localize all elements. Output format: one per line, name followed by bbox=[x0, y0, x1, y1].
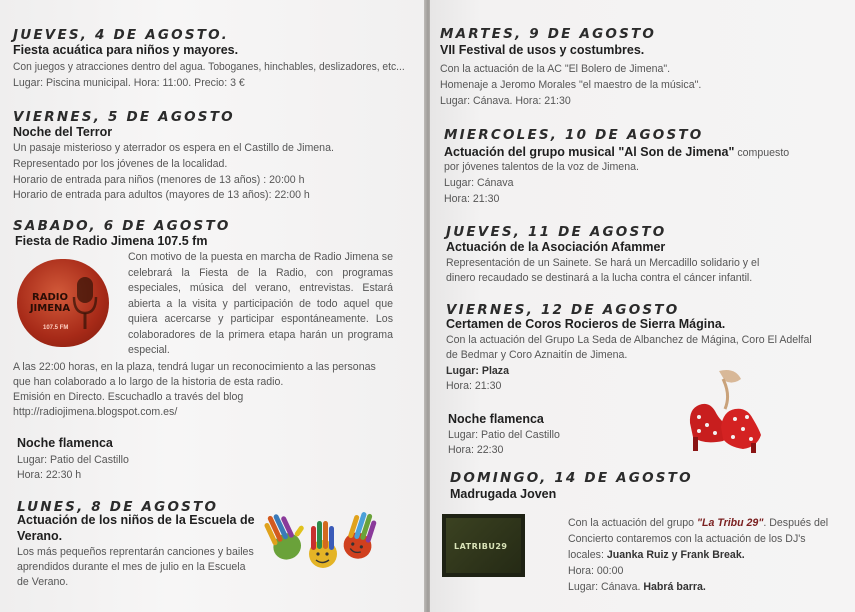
event-text: Concierto contaremos con la actuación de los DJ's bbox=[568, 533, 806, 545]
blog-link[interactable]: http://radiojimena.blogspot.com.es/ bbox=[13, 406, 178, 418]
event-text: A las 22:00 horas, en la plaza, tendrá lugar un reconocimiento a las personas bbox=[13, 361, 376, 373]
flamenco-shoes-icon bbox=[685, 365, 765, 455]
event-text: Con la actuación del grupo bbox=[568, 517, 697, 529]
event-title: Actuación del grupo musical "Al Son de Jimena" bbox=[444, 145, 735, 159]
painted-hands-icon bbox=[258, 500, 383, 575]
event-text: Horario de entrada para niños (menores de 13 años) : 20:00 h bbox=[13, 174, 305, 186]
event-text: dinero recaudado se destinará a la lucha contra el cáncer infantil. bbox=[446, 272, 753, 284]
right-page bbox=[430, 0, 855, 612]
event-text: de Verano. bbox=[17, 576, 69, 588]
event-text: Un pasaje misterioso y aterrador os espera en el Castillo de Jimena. bbox=[13, 142, 334, 154]
event-text: compuesto bbox=[734, 147, 790, 159]
event-text: Lugar: Cánava bbox=[444, 177, 514, 189]
event-text: Hora: 21:30 bbox=[446, 380, 502, 392]
event-text-line bbox=[568, 580, 706, 596]
day-heading: JUEVES, 4 DE AGOSTO. bbox=[13, 27, 229, 43]
event-title: Certamen de Coros Rocieros de Sierra Mágina. bbox=[446, 317, 726, 331]
event-title: Noche flamenca bbox=[17, 436, 113, 450]
event-text: Lugar: Cánava. bbox=[568, 581, 644, 593]
event-text: . Después del bbox=[763, 517, 829, 529]
event-text: Con juegos y atracciones dentro del agua. Toboganes, hinchables, deslizadores, etc... bbox=[13, 61, 405, 73]
radio-logo-frequency: 107.5 FM bbox=[43, 325, 69, 331]
logo-text: LATRIBU29 bbox=[454, 542, 508, 551]
radio-logo-text: RADIO JIMENA bbox=[29, 292, 71, 314]
event-text: Con la actuación de la AC "El Bolero de Jimena". bbox=[440, 63, 671, 75]
event-text: por jóvenes talentos de la voz de Jimena. bbox=[444, 161, 639, 173]
band-name: "La Tribu 29" bbox=[696, 517, 764, 529]
day-heading: MARTES, 9 DE AGOSTO bbox=[440, 26, 657, 42]
event-text: Hora: 21:30 bbox=[444, 193, 500, 205]
microphone-icon bbox=[71, 275, 101, 335]
event-title: Noche flamenca bbox=[448, 412, 544, 426]
day-heading: SABADO, 6 DE AGOSTO bbox=[13, 218, 231, 234]
event-title: Noche del Terror bbox=[13, 125, 113, 139]
event-title: VII Festival de usos y costumbres. bbox=[440, 43, 645, 57]
event-text: Horario de entrada para adultos (mayores de 13 años): 22:00 h bbox=[13, 189, 310, 201]
event-text: Representación de un Sainete. Se hará un Mercadillo solidario y el bbox=[446, 257, 760, 269]
event-text: Lugar: Patio del Castillo bbox=[448, 429, 560, 441]
event-title-line bbox=[444, 143, 789, 162]
event-text: aprendidos durante el mes de julio en la Escuela bbox=[17, 561, 246, 573]
day-heading: MIERCOLES, 10 DE AGOSTO bbox=[444, 127, 704, 143]
left-page bbox=[0, 0, 426, 612]
event-paragraph: Con motivo de la puesta en marcha de Radio Jimena se celebrará la Fiesta de la Radio, con programas especiales, música del verano, entrevistas. Estará abierta a la visita y participación de todo aquel que quiera acercarse y participar espontáneamente. Los colaboradores de la primera etapa harán un programa especial. bbox=[128, 251, 393, 356]
event-text: que han colaborado a lo largo de la historia de esta radio. bbox=[13, 376, 284, 388]
event-text: Emisión en Directo. Escuchadlo a través del blog bbox=[13, 391, 244, 403]
event-text: Hora: 22:30 bbox=[448, 444, 504, 456]
event-title: Actuación de los niños de la Escuela de bbox=[17, 513, 255, 527]
event-title: Fiesta de Radio Jimena 107.5 fm bbox=[15, 234, 208, 248]
event-text-line bbox=[568, 548, 745, 564]
event-title: Actuación de la Asociación Afammer bbox=[446, 240, 666, 254]
event-text: Homenaje a Jeromo Morales "el maestro de la música". bbox=[440, 79, 702, 91]
event-text: Los más pequeños reprentarán canciones y bailes bbox=[17, 546, 254, 558]
event-venue: Lugar: Plaza bbox=[446, 365, 509, 377]
event-text: Lugar: Piscina municipal. Hora: 11:00. Precio: 3 € bbox=[13, 77, 245, 89]
event-text: Con la actuación del Grupo La Seda de Albanchez de Mágina, Coro El Adelfal bbox=[446, 334, 812, 346]
day-heading: LUNES, 8 DE AGOSTO bbox=[17, 499, 219, 515]
event-title: Fiesta acuática para niños y mayores. bbox=[13, 43, 239, 57]
event-text: Hora: 00:00 bbox=[568, 565, 624, 577]
event-title: Madrugada Joven bbox=[450, 487, 557, 501]
event-text: locales: bbox=[568, 549, 607, 561]
event-text: de Bedmar y Coro Aznaitín de Jimena. bbox=[446, 349, 628, 361]
day-heading: VIERNES, 12 DE AGOSTO bbox=[446, 302, 680, 318]
event-text: Hora: 22:30 h bbox=[17, 469, 82, 481]
day-heading: VIERNES, 5 DE AGOSTO bbox=[13, 109, 235, 125]
dj-names: Juanka Ruiz y Frank Break. bbox=[606, 549, 745, 561]
event-text: Representado por los jóvenes de la localidad. bbox=[13, 158, 228, 170]
bar-note: Habrá barra. bbox=[643, 581, 706, 593]
event-text: Lugar: Cánava. Hora: 21:30 bbox=[440, 95, 571, 107]
la-tribu-29-logo bbox=[442, 514, 525, 577]
radio-jimena-logo bbox=[17, 259, 109, 347]
day-heading: JUEVES, 11 DE AGOSTO bbox=[446, 224, 667, 240]
event-text: Lugar: Patio del Castillo bbox=[17, 454, 129, 466]
event-title: Verano. bbox=[17, 529, 63, 543]
day-heading: DOMINGO, 14 DE AGOSTO bbox=[450, 470, 693, 486]
event-text-line bbox=[568, 516, 828, 532]
